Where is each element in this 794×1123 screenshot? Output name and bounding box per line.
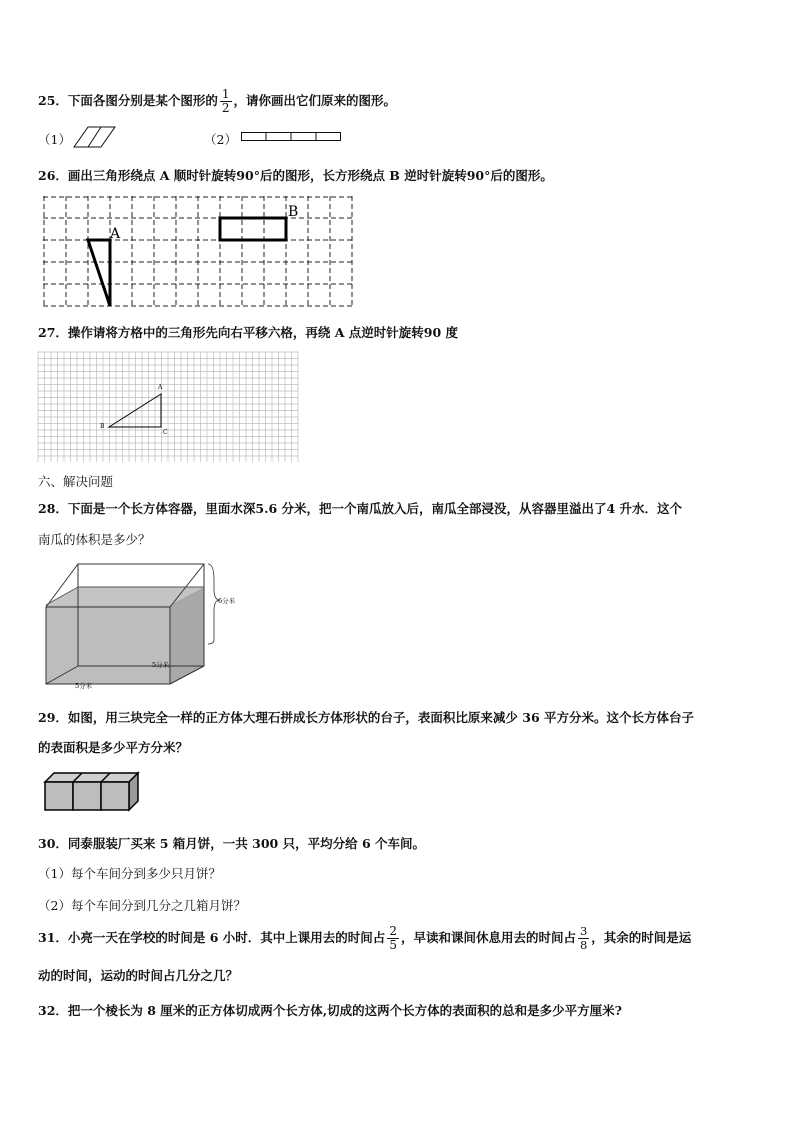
q28-height-label: 6分米 [218, 597, 236, 605]
q25-suffix: ，请你画出它们原来的图形。 [233, 93, 397, 108]
q28-line1: 28．下面是一个长方体容器，里面水深5.6 分米，把一个南瓜放入后，南瓜全部浸没，从容器里溢出了4 升水．这个 [38, 501, 683, 516]
q25-text [38, 88, 396, 115]
q26-dashed-grid [43, 196, 355, 308]
q29-line2: 的表面积是多少平方分米？ [38, 740, 189, 755]
q31-f1-num: 2 [389, 924, 397, 938]
q31-fraction-2 [578, 925, 589, 952]
q31-part1: 31．小亮一天在学校的时间是 6 小时．其中上课用去的时间占 [38, 930, 386, 945]
q25-item2-label: （2） [204, 132, 237, 147]
q25-item1-label: （1） [38, 132, 71, 147]
q28-container-figure [40, 560, 236, 695]
q31-part2: ，早读和课间休息用去的时间占 [400, 930, 576, 945]
q31-part3: ，其余的时间是运 [591, 930, 692, 945]
q32-text: 32．把一个棱长为 8 厘米的正方体切成两个长方体,切成的这两个长方体的表面积的总和是多少平方厘米? [38, 1003, 622, 1018]
q27-point-b: B [100, 423, 105, 430]
cube-1 [45, 782, 73, 810]
q30-sub2: （2）每个车间分到几分之几箱月饼？ [38, 898, 246, 913]
q25-frac-den: 2 [221, 101, 230, 115]
q31-f2-den: 8 [579, 938, 588, 952]
q30-sub1: （1）每个车间分到多少只月饼？ [38, 866, 221, 881]
q30-line1: 30．同泰服装厂买来 5 箱月饼，一共 300 只，平均分给 6 个车间。 [38, 836, 425, 851]
q27-grid-lines [38, 352, 298, 462]
q25-parallelogram [74, 126, 116, 148]
q28-depth-label: 5分米 [152, 661, 170, 669]
q31-f1-den: 5 [389, 938, 397, 952]
q27-point-a: A [158, 384, 163, 391]
section-title: 六、解决问题 [38, 474, 114, 489]
q26-point-a: A [110, 226, 121, 242]
q27-text: 27．操作请将方格中的三角形先向右平移六格，再绕 A 点逆时针旋转90 度 [38, 325, 459, 340]
grid-lines [43, 196, 353, 307]
q31-line1 [38, 925, 691, 952]
q26-point-b: B [288, 204, 299, 220]
q31-line2: 动的时间，运动的时间占几分之几？ [38, 968, 239, 983]
q26-triangle [88, 240, 110, 306]
q29-line1: 29．如图，用三块完全一样的正方体大理石拼成长方体形状的台子，表面积比原来减少 36 平方分米。这个长方体台子 [38, 710, 694, 725]
q28-width-label: 5分米 [75, 682, 93, 690]
cube-2 [73, 782, 101, 810]
q25-fraction [220, 88, 232, 115]
q29-cubes-figure [44, 772, 144, 812]
q27-grid [38, 352, 300, 464]
cube-3 [101, 782, 129, 810]
cubes-top [45, 773, 138, 782]
q27-point-c: C [163, 429, 168, 436]
q25-prefix: 25．下面各图分别是某个图形的 [38, 93, 218, 108]
q25-frac-num: 1 [221, 87, 230, 101]
q26-rectangle [220, 218, 286, 240]
q25-strip [241, 132, 341, 142]
q28-line2: 南瓜的体积是多少？ [38, 532, 151, 547]
water-front [46, 605, 170, 684]
q31-fraction-1 [387, 925, 399, 952]
q26-text: 26．画出三角形绕点 A 顺时针旋转90°后的图形，长方形绕点 B 逆时针旋转90°后的图形。 [38, 168, 553, 183]
q31-f2-num: 3 [579, 924, 588, 938]
parallelogram-diagonal [88, 127, 101, 147]
